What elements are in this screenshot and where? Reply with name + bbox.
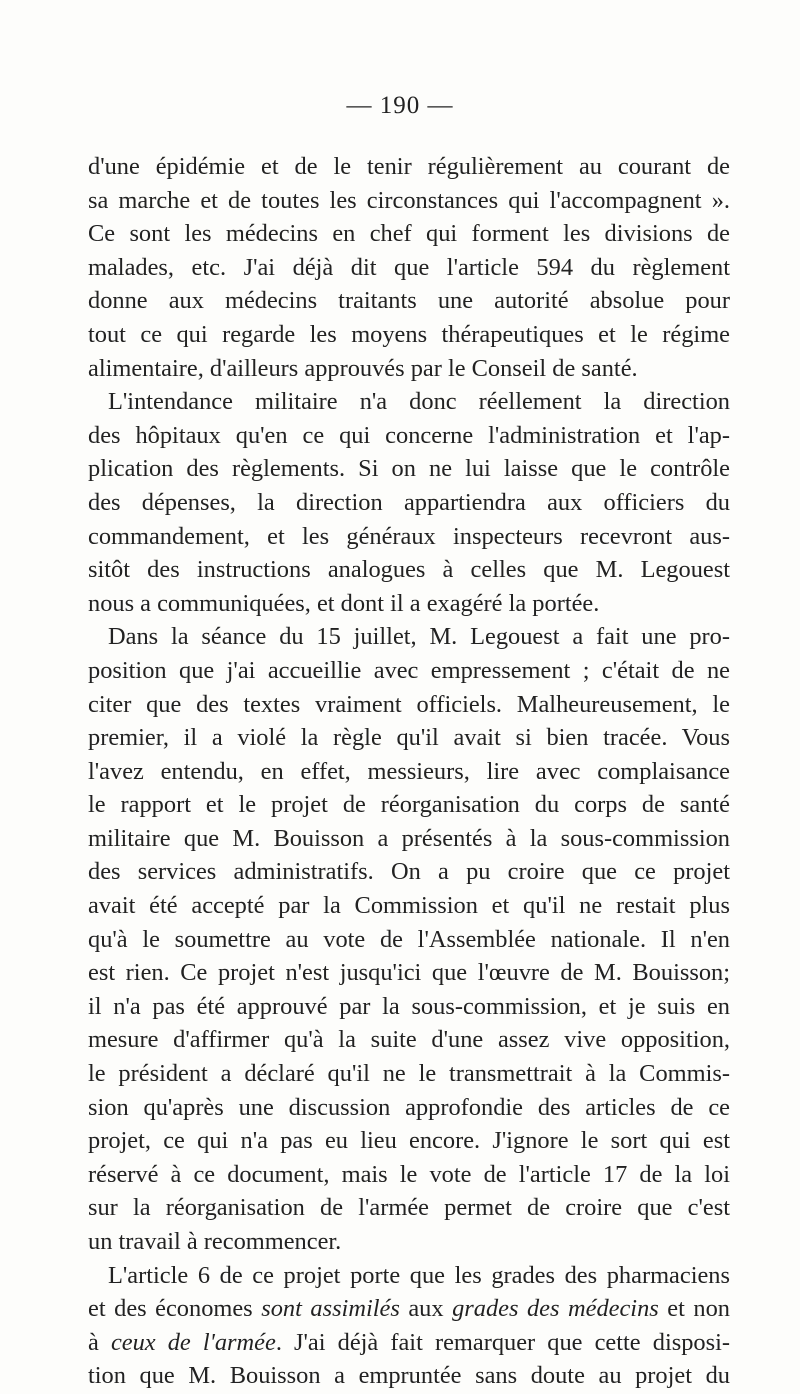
text-segment: et non: [658, 1295, 730, 1323]
text-line: Dans la séance du 15 juillet, M. Legouest a fait une pro-: [108, 623, 730, 651]
text-line: qu'à le soumettre au vote de l'Assemblée nationale. Il n'en: [88, 925, 730, 953]
text-line: malades, etc. J'ai déjà dit que l'article 594 du règlement: [88, 253, 730, 281]
text-segment: et des économes: [88, 1295, 262, 1323]
page-number: — 190 —: [346, 92, 454, 119]
text-line: plication des règlements. Si on ne lui laisse que le contrôle: [88, 455, 730, 483]
text-line: position que j'ai accueillie avec empressement ; c'était de ne: [88, 656, 730, 684]
text-line: alimentaire, d'ailleurs approuvés par le Conseil de santé.: [88, 354, 638, 382]
text-line: sitôt des instructions analogues à celles que M. Legouest: [88, 556, 730, 584]
text-line: est rien. Ce projet n'est jusqu'ici que l'œuvre de M. Bouisson;: [88, 959, 730, 987]
text-line: un travail à recommencer.: [88, 1228, 342, 1255]
italic-phrase: grades des médecins: [452, 1295, 659, 1323]
text-line: sur la réorganisation de l'armée permet de croire que c'est: [88, 1194, 730, 1222]
text-line: Ce sont les médecins en chef qui forment les divisions de: [88, 220, 730, 248]
text-line: L'intendance militaire n'a donc réellement la direction: [108, 388, 730, 416]
text-line: L'article 6 de ce projet porte que les grades des pharmaciens: [108, 1261, 730, 1289]
text-line: des dépenses, la direction appartiendra aux officiers du: [88, 488, 730, 516]
text-line: le président a déclaré qu'il ne le transmettrait à la Commis-: [88, 1060, 730, 1088]
text-line: projet, ce qui n'a pas eu lieu encore. J'ignore le sort qui est: [88, 1127, 730, 1155]
text-line: l'avez entendu, en effet, messieurs, lire avec complaisance: [88, 757, 730, 785]
body-text: [88, 150, 730, 1393]
text-line: nous a communiquées, et dont il a exagéré la portée.: [88, 589, 600, 617]
text-segment: aux: [399, 1295, 453, 1323]
text-line: réservé à ce document, mais le vote de l'article 17 de la loi: [88, 1160, 730, 1188]
text-line: mesure d'affirmer qu'à la suite d'une assez vive opposition,: [88, 1026, 730, 1054]
text-line: le rapport et le projet de réorganisation du corps de santé: [88, 791, 730, 819]
text-line: [88, 1326, 730, 1360]
text-line: il n'a pas été approuvé par la sous-commission, et je suis en: [88, 992, 730, 1020]
italic-phrase: ceux de l'armée: [110, 1328, 276, 1356]
text-line: sa marche et de toutes les circonstances qui l'accompagnent ».: [88, 186, 730, 214]
text-segment: à: [88, 1328, 111, 1356]
text-line: sion qu'après une discussion approfondie des articles de ce: [88, 1093, 730, 1121]
text-line: citer que des textes vraiment officiels. Malheureusement, le: [88, 690, 730, 718]
text-line: des services administratifs. On a pu croire que ce projet: [88, 858, 730, 886]
text-line: avait été accepté par la Commission et qu'il ne restait plus: [88, 892, 730, 920]
text-line: d'une épidémie et de le tenir régulièrement au courant de: [88, 153, 730, 180]
text-line: donne aux médecins traitants une autorité absolue pour: [88, 287, 730, 315]
text-line: premier, il a violé la règle qu'il avait si bien tracée. Vous: [88, 724, 730, 752]
text-line: commandement, et les généraux inspecteurs recevront aus-: [88, 522, 730, 550]
text-line: tout ce qui regarde les moyens thérapeutiques et le régime: [88, 320, 730, 348]
text-line: militaire que M. Bouisson a présentés à la sous-commission: [88, 824, 730, 852]
text-line: tion que M. Bouisson a empruntée sans doute au projet du: [88, 1362, 730, 1390]
text-line: [88, 1292, 730, 1326]
text-line: des hôpitaux qu'en ce qui concerne l'administration et l'ap-: [88, 421, 730, 449]
italic-phrase: sont assimilés: [261, 1295, 400, 1323]
text-segment: . J'ai déjà fait remarquer que cette disposi-: [275, 1328, 730, 1356]
